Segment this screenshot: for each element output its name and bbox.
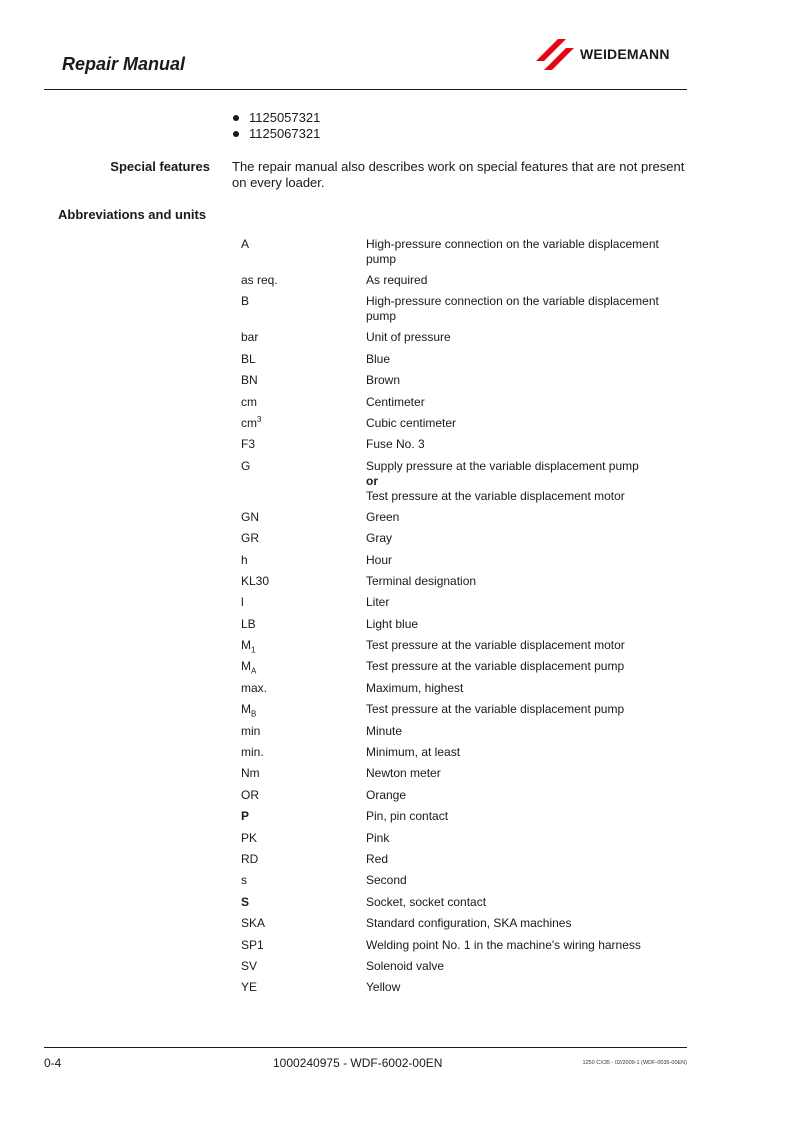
abbreviation-meaning	[366, 617, 681, 638]
abbreviation-meaning-text: Orange	[366, 787, 407, 802]
weidemann-logo-icon	[536, 37, 576, 71]
abbreviation-key-text: F3	[241, 437, 256, 452]
table-row	[241, 745, 681, 766]
abbreviation-key	[241, 938, 366, 959]
abbreviation-subscript: B	[251, 709, 257, 719]
page-number: 0-4	[44, 1056, 62, 1070]
table-row	[241, 617, 681, 638]
abbreviation-key-text: LB	[241, 616, 256, 631]
abbreviation-meaning	[366, 938, 681, 959]
abbreviation-key-text: max.	[241, 680, 268, 695]
abbreviation-meaning-text: Green	[366, 509, 400, 524]
abbreviation-key	[241, 531, 366, 552]
abbreviation-key	[241, 766, 366, 787]
abbreviation-meaning-text: Solenoid valve	[366, 958, 445, 973]
abbreviation-key-text: min.	[241, 745, 264, 760]
abbreviation-superscript: 3	[257, 414, 262, 424]
abbreviation-key-text: SV	[241, 958, 258, 973]
abbreviation-meaning	[366, 459, 681, 510]
abbreviation-meaning	[366, 416, 681, 437]
abbreviation-key-text: cm	[241, 394, 257, 409]
abbreviation-key-text: bar	[241, 330, 259, 345]
table-row	[241, 895, 681, 916]
abbreviation-key-text: min	[241, 723, 261, 738]
document-reference: 1250 CX35 - 02/2009-1 (WDF-0035-00EN)	[582, 1060, 687, 1066]
table-row	[241, 873, 681, 894]
abbreviation-meaning	[366, 788, 681, 809]
abbreviation-key-text: OR	[241, 787, 259, 802]
bullet-icon	[233, 115, 239, 121]
abbreviation-meaning-text: Test pressure at the variable displacement motor	[366, 488, 625, 503]
abbreviation-key-text: cm	[241, 415, 257, 430]
abbreviation-meaning-text: Second	[366, 873, 407, 888]
abbreviation-key-text: s	[241, 873, 247, 888]
abbreviation-key	[241, 724, 366, 745]
header-divider	[44, 89, 687, 90]
abbreviation-key	[241, 617, 366, 638]
table-row	[241, 959, 681, 980]
abbreviation-key	[241, 553, 366, 574]
abbreviation-meaning-text: High-pressure connection on the variable displacement pump	[366, 294, 659, 324]
abbreviation-key-text: YE	[241, 980, 258, 995]
abbreviation-key	[241, 459, 366, 510]
abbreviation-key-text: G	[241, 458, 251, 473]
abbreviation-key-text: RD	[241, 851, 259, 866]
abbreviation-key	[241, 574, 366, 595]
abbreviation-meaning	[366, 681, 681, 702]
abbreviation-meaning-text: Cubic centimeter	[366, 415, 457, 430]
abbreviation-key	[241, 437, 366, 458]
table-row	[241, 681, 681, 702]
table-row	[241, 595, 681, 616]
serial-number: 1125067321	[249, 126, 321, 141]
abbreviation-meaning	[366, 724, 681, 745]
abbreviation-meaning	[366, 873, 681, 894]
abbreviation-meaning	[366, 574, 681, 595]
abbreviation-meaning-text: Maximum, highest	[366, 680, 464, 695]
abbreviation-meaning	[366, 980, 681, 1001]
abbreviation-meaning	[366, 659, 681, 680]
abbreviation-key	[241, 895, 366, 916]
table-row	[241, 659, 681, 680]
abbreviation-meaning	[366, 273, 681, 294]
table-row	[241, 702, 681, 723]
abbreviation-key	[241, 681, 366, 702]
abbreviation-key	[241, 373, 366, 394]
abbreviation-meaning	[366, 702, 681, 723]
table-row	[241, 938, 681, 959]
abbreviation-meaning	[366, 237, 681, 273]
abbreviation-key	[241, 809, 366, 830]
abbreviation-key-text: SP1	[241, 937, 264, 952]
table-row	[241, 416, 681, 437]
abbreviation-key	[241, 595, 366, 616]
abbreviation-meaning-text: Welding point No. 1 in the machine's wiring harness	[366, 937, 641, 952]
table-row	[241, 459, 681, 510]
abbreviation-meaning-text: Socket, socket contact	[366, 894, 487, 909]
table-row	[241, 395, 681, 416]
abbreviation-subscript: 1	[251, 645, 256, 655]
abbreviation-meaning	[366, 510, 681, 531]
abbreviation-meaning	[366, 595, 681, 616]
abbreviation-key	[241, 237, 366, 273]
abbreviation-meaning-text: Standard configuration, SKA machines	[366, 916, 572, 931]
bullet-icon	[233, 131, 239, 137]
weidemann-logo	[536, 34, 670, 74]
logo-text: WEIDEMANN	[580, 46, 670, 62]
abbreviation-key	[241, 852, 366, 873]
abbreviation-subscript: A	[251, 666, 257, 676]
abbreviation-key	[241, 873, 366, 894]
abbreviation-meaning-text: Supply pressure at the variable displacement pump	[366, 458, 639, 473]
abbreviation-meaning	[366, 553, 681, 574]
table-row	[241, 437, 681, 458]
abbreviation-meaning-text: Yellow	[366, 980, 401, 995]
abbreviation-meaning	[366, 352, 681, 373]
abbreviation-key	[241, 959, 366, 980]
table-row	[241, 294, 681, 330]
table-row	[241, 724, 681, 745]
document-id: 1000240975 - WDF-6002-00EN	[273, 1056, 443, 1070]
table-row	[241, 352, 681, 373]
abbreviation-key	[241, 638, 366, 659]
abbreviation-meaning	[366, 294, 681, 330]
abbreviation-meaning	[366, 916, 681, 937]
abbreviation-key	[241, 416, 366, 437]
abbreviations-table	[241, 237, 681, 1002]
table-row	[241, 510, 681, 531]
abbreviation-meaning	[366, 531, 681, 552]
abbreviation-meaning	[366, 831, 681, 852]
table-row	[241, 553, 681, 574]
abbreviation-meaning-text: Blue	[366, 351, 391, 366]
abbreviation-meaning-text: Hour	[366, 552, 393, 567]
abbreviation-key	[241, 916, 366, 937]
abbreviation-key	[241, 980, 366, 1001]
list-item	[233, 126, 320, 142]
abbreviation-key-text: KL30	[241, 573, 270, 588]
abbreviation-key-text: BL	[241, 351, 256, 366]
abbreviation-meaning	[366, 895, 681, 916]
abbreviation-meaning-text: Terminal designation	[366, 573, 477, 588]
abbreviation-key-text: B	[241, 294, 250, 309]
footer-divider	[44, 1047, 687, 1048]
abbreviations-label: Abbreviations and units	[58, 207, 207, 222]
abbreviation-key	[241, 831, 366, 852]
serial-number: 1125057321	[249, 110, 321, 125]
abbreviation-meaning	[366, 745, 681, 766]
abbreviation-key-text: Nm	[241, 766, 260, 781]
abbreviation-meaning-text: Test pressure at the variable displacement pump	[366, 702, 625, 717]
abbreviation-key	[241, 395, 366, 416]
table-row	[241, 809, 681, 830]
table-row	[241, 831, 681, 852]
abbreviation-key	[241, 352, 366, 373]
abbreviation-meaning-text: Pink	[366, 830, 390, 845]
abbreviation-key	[241, 788, 366, 809]
abbreviation-meaning-text: Newton meter	[366, 766, 441, 781]
abbreviation-key	[241, 702, 366, 723]
abbreviation-key-text: h	[241, 552, 248, 567]
abbreviation-meaning	[366, 395, 681, 416]
abbreviation-key-text: S	[241, 894, 250, 909]
abbreviation-key	[241, 745, 366, 766]
special-features-text: The repair manual also describes work on special features that are not present on every loader.	[232, 159, 685, 190]
abbreviation-meaning	[366, 766, 681, 787]
abbreviation-key	[241, 273, 366, 294]
special-features-label: Special features	[110, 159, 210, 174]
table-row	[241, 638, 681, 659]
abbreviation-meaning-text: Centimeter	[366, 394, 425, 409]
abbreviation-meaning-text: High-pressure connection on the variable displacement pump	[366, 237, 659, 266]
abbreviation-key-text: as req.	[241, 273, 278, 287]
abbreviation-meaning	[366, 330, 681, 351]
abbreviation-meaning	[366, 638, 681, 659]
abbreviation-key-text: GN	[241, 509, 259, 524]
table-row	[241, 531, 681, 552]
abbreviation-key-text: A	[241, 237, 250, 251]
abbreviation-meaning	[366, 852, 681, 873]
table-row	[241, 330, 681, 351]
abbreviation-key	[241, 510, 366, 531]
table-row	[241, 273, 681, 294]
abbreviation-meaning-text: Gray	[366, 531, 393, 546]
abbreviation-key-text: GR	[241, 531, 259, 546]
abbreviation-meaning-text: Pin, pin contact	[366, 809, 449, 824]
table-row	[241, 574, 681, 595]
serial-list	[233, 110, 320, 142]
abbreviation-meaning-text: Minimum, at least	[366, 745, 461, 760]
abbreviation-key-text: PK	[241, 830, 258, 845]
abbreviation-meaning	[366, 373, 681, 394]
table-row	[241, 373, 681, 394]
table-row	[241, 916, 681, 937]
abbreviation-key-text: M	[241, 702, 251, 717]
abbreviation-meaning-text: As required	[366, 273, 428, 287]
abbreviation-key-text: BN	[241, 373, 258, 388]
table-row	[241, 766, 681, 787]
abbreviation-key-text: P	[241, 809, 250, 824]
abbreviation-meaning-text: Unit of pressure	[366, 330, 451, 345]
abbreviation-meaning-text: Red	[366, 851, 389, 866]
abbreviation-key-text: M	[241, 638, 251, 653]
page-title: Repair Manual	[62, 54, 186, 74]
list-item	[233, 110, 320, 126]
table-row	[241, 852, 681, 873]
abbreviation-meaning-text: Fuse No. 3	[366, 437, 425, 452]
abbreviation-key-text: M	[241, 659, 251, 674]
abbreviation-meaning-text: Minute	[366, 723, 403, 738]
abbreviation-meaning-text: Brown	[366, 373, 401, 388]
abbreviation-key-text: SKA	[241, 916, 266, 931]
abbreviation-meaning	[366, 959, 681, 980]
table-row	[241, 980, 681, 1001]
abbreviation-key	[241, 330, 366, 351]
abbreviation-meaning-text: Test pressure at the variable displacement pump	[366, 659, 625, 674]
abbreviation-meaning-text: Light blue	[366, 616, 419, 631]
abbreviation-key-text: l	[241, 595, 244, 610]
table-row	[241, 788, 681, 809]
abbreviation-key	[241, 294, 366, 330]
abbreviation-or: or	[366, 473, 378, 488]
abbreviation-key	[241, 659, 366, 680]
abbreviation-meaning	[366, 437, 681, 458]
abbreviation-meaning-text: Test pressure at the variable displacement motor	[366, 638, 625, 653]
abbreviation-meaning	[366, 809, 681, 830]
table-row	[241, 237, 681, 273]
abbreviation-meaning-text: Liter	[366, 595, 390, 610]
